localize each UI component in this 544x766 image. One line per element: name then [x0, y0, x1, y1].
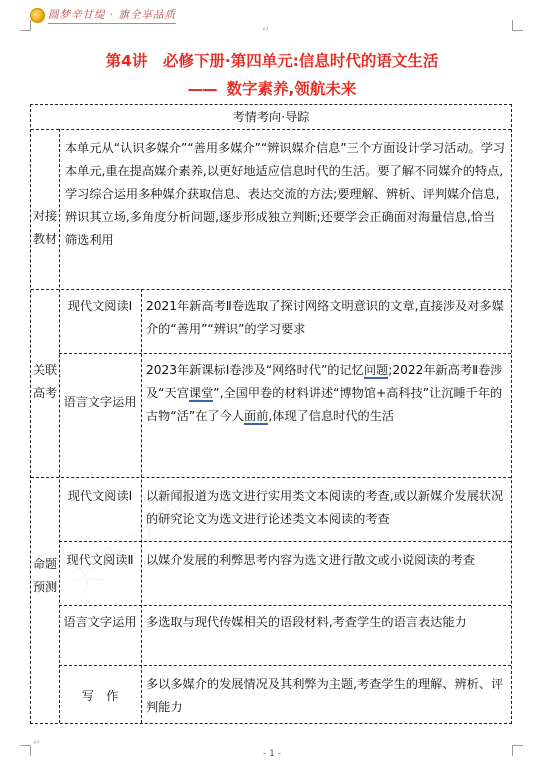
- table-heading: 考情考向·导踪: [232, 110, 310, 124]
- section-content: 本单元从“认识多媒介”“善用多媒介”“辨识媒介信息”三个方面设计学习活动。学习本单元,重在提高媒介素养,以更好地适应信息时代的生活。要了解不同媒介的特点,学习综合运用多种媒介获取信息、表达交流的方法;要理解、辨析、评判媒介信息,辨识其立场,多角度分析问题,逐步形成独立判断;还要学会正确面对海量信息,恰当筛选利用: [65, 141, 506, 247]
- page-subtitle: [0, 77, 544, 99]
- table-rule: [59, 665, 511, 666]
- logo-icon: [30, 8, 45, 23]
- paragraph-mark-icon: ↵: [33, 738, 41, 748]
- subtitle-dash: ——: [187, 80, 217, 98]
- section-label: 关联高考: [32, 363, 58, 400]
- section-label: 对接教材: [32, 209, 58, 246]
- table-rule: [59, 353, 511, 354]
- exam-content: 以媒介发展的利弊思考内容为选文进行散文或小说阅读的考查: [146, 553, 476, 567]
- table-rule: [59, 605, 511, 606]
- exam-type: 语言文字运用: [63, 395, 137, 409]
- exam-content: 2021年新高考Ⅱ卷选取了探讨网络文明意识的文章,直接涉及对多媒介的“善用”“辨识”的学习要求: [146, 299, 504, 336]
- page-number: - 1 -: [263, 749, 281, 759]
- exam-type: 写 作: [81, 689, 119, 703]
- paragraph-mark-icon: ↵: [262, 25, 270, 35]
- exam-content: 多选取与现代传媒相关的语段材料,考查学生的语言表达能力: [146, 615, 467, 629]
- table-rule: [31, 477, 511, 478]
- page-title: 第4讲 必修下册·第四单元:信息时代的语文生活: [105, 52, 439, 70]
- table-rule: [59, 129, 60, 723]
- section-label: 命题预测: [32, 557, 58, 594]
- table-rule: [59, 541, 511, 542]
- exam-content: 多以多媒介的发展情况及其利弊为主题,考查学生的理解、辨析、评判能力: [146, 677, 504, 714]
- exam-type: 语言文字运用: [63, 615, 137, 629]
- table-rule: [31, 289, 511, 290]
- exam-content: 以新闻报道为选文进行实用类文本阅读的考查,或以新媒介发展状况的研究论文为选文进行论述类文本阅读的考查: [146, 489, 504, 526]
- subtitle-text: 数字素养,领航未来: [226, 80, 357, 98]
- exam-type: 现代文阅读Ⅰ: [67, 299, 133, 313]
- info-table: [30, 104, 512, 724]
- page-header: [30, 7, 176, 24]
- table-rule: [141, 289, 142, 723]
- crop-mark-top-right: [512, 20, 523, 31]
- header-text: 圆梦辛甘缇 · 旗全享品质: [48, 7, 176, 24]
- exam-content: 2023年新课标Ⅰ卷涉及“网络时代”的记忆问题;2022年新高考Ⅱ卷涉及“天宫课堂”,全国甲卷的材料讲述“博物馆+高科技”让沉睡千年的古物“活”在了今人面前,体现了信息时代的生活: [146, 363, 503, 423]
- exam-type: 现代文阅读Ⅱ: [66, 553, 134, 567]
- table-rule: [31, 129, 511, 130]
- exam-type: 现代文阅读Ⅰ: [67, 489, 133, 503]
